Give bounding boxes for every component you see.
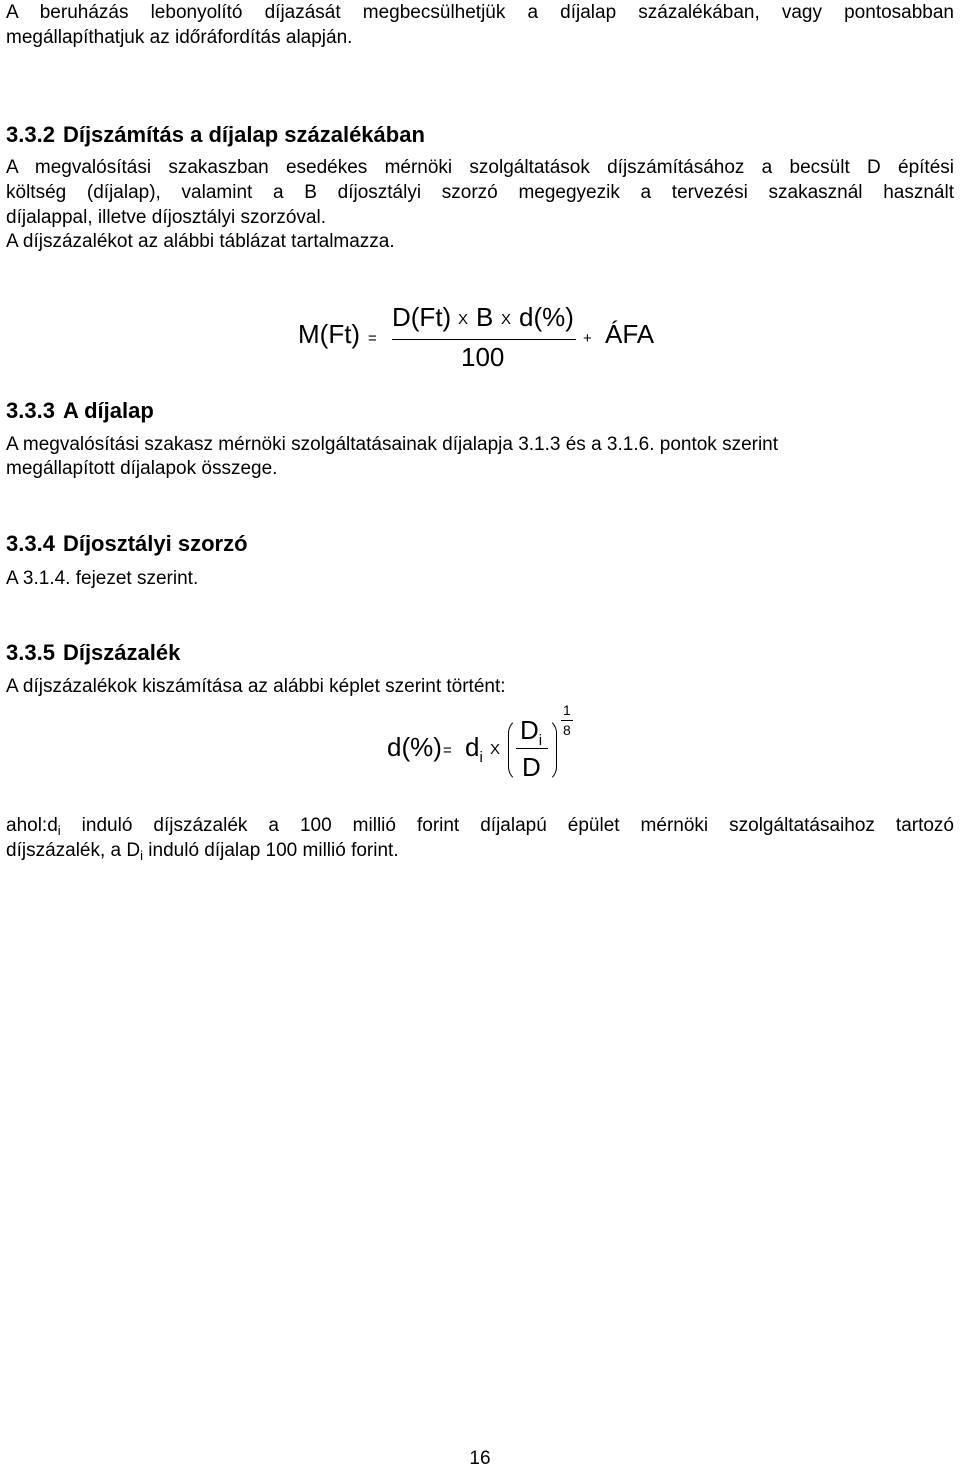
formula-num-b: B bbox=[476, 302, 494, 332]
section-333-line-2: megállapított díjalapok összege. bbox=[6, 458, 278, 479]
formula-lhs: M(Ft) bbox=[298, 319, 361, 349]
section-number: 3.3.4 bbox=[6, 531, 55, 556]
formula2-equals: = bbox=[443, 742, 452, 759]
formula2-lhs: d(%) bbox=[387, 732, 442, 762]
formula-denominator: 100 bbox=[461, 342, 505, 372]
formula2-times: X bbox=[490, 741, 501, 758]
formula-equals: = bbox=[368, 330, 377, 347]
formula-plus: + bbox=[583, 330, 592, 347]
intro-line-1: A beruházás lebonyolító díjazását megbecsülhetjük a díjalap százalékában, vagy pontosabban bbox=[6, 2, 954, 23]
section-334-text: A 3.1.4. fejezet szerint. bbox=[6, 568, 199, 589]
section-title: Díjosztályi szorzó bbox=[62, 531, 248, 556]
definition-line-2: díjszázalék, a $D_i$ induló díjalap 100 millió forint. bbox=[6, 840, 399, 863]
exponent-bar bbox=[561, 720, 573, 721]
section-335-text: A díjszázalékok kiszámítása az alábbi képlet szerint történt: bbox=[6, 676, 506, 697]
section-title: Díjszámítás a díjalap százalékában bbox=[62, 122, 425, 147]
section-332-line-3: díjalappal, illetve díjosztályi szorzóval. bbox=[6, 207, 326, 228]
section-335-heading bbox=[6, 639, 180, 667]
formula-vat: ÁFA bbox=[605, 319, 655, 349]
section-title: Díjszázalék bbox=[62, 640, 181, 665]
formula2-frac-num: $D_i$ bbox=[520, 715, 543, 749]
section-332-line-1: A megvalósítási szakaszban esedékes mérnöki szolgáltatások díjszámításához a becsült D építési bbox=[6, 157, 954, 178]
section-332-heading bbox=[6, 121, 425, 149]
page-number: 16 bbox=[469, 1448, 491, 1469]
formula-fraction-bar bbox=[392, 339, 576, 340]
section-333-heading bbox=[6, 397, 154, 425]
definition-line-1: $ahol:d_i$ induló díjszázalék a 100 millió forint díjalapú épület mérnöki szolgáltatásaihoz tartozó bbox=[6, 815, 954, 838]
section-number: 3.3.3 bbox=[6, 398, 55, 423]
right-paren bbox=[542, 718, 557, 782]
formula-num-pct: d(%) bbox=[519, 302, 574, 332]
exponent-denominator: 8 bbox=[563, 722, 571, 738]
section-332-line-4: A díjszázalékot az alábbi táblázat tartalmazza. bbox=[6, 231, 395, 252]
intro-line-2: megállapíthatjuk az időráfordítás alapján. bbox=[6, 27, 353, 48]
section-334-heading bbox=[6, 530, 248, 558]
formula-times-2: X bbox=[501, 311, 512, 328]
section-number: 3.3.2 bbox=[6, 122, 55, 147]
exponent-numerator: 1 bbox=[563, 702, 571, 718]
formula2-frac-den: D bbox=[522, 752, 541, 782]
formula-times-1: X bbox=[458, 311, 469, 328]
formula2-d: $d_i$ bbox=[465, 732, 483, 766]
section-333-line-1: A megvalósítási szakasz mérnöki szolgáltatásainak díjalapja 3.1.3 és a 3.1.6. pontok szerint bbox=[6, 434, 779, 455]
section-number: 3.3.5 bbox=[6, 640, 55, 665]
section-332-line-2: költség (díjalap), valamint a B díjosztályi szorzó megegyezik a tervezési szakasznál használt bbox=[6, 182, 954, 203]
formula-num-d: D(Ft) bbox=[392, 302, 452, 332]
section-title: A díjalap bbox=[62, 398, 154, 423]
